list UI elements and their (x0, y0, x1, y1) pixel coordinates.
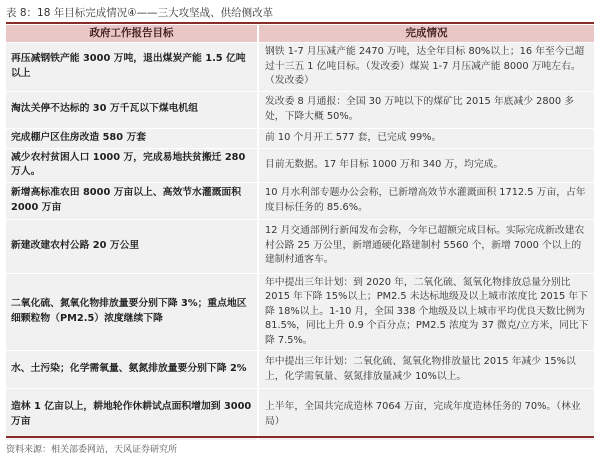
status-cell: 年中提出三年计划：到 2020 年，二氧化硫、氮氧化物排放总量分别比 2015 年下降 15%以上；PM2.5 未达标地级及以上城市浓度比 2015 年下降 18%以上。1-10 月，全国 338 个地级及以上城市平均优良天数比例为 81.5%，同比上升 0.9 个百分点；PM2.5 浓度为 37 微克/立方米，同比下降 7.5%。 (258, 273, 594, 351)
column-header-status: 完成情况 (258, 25, 594, 43)
table-row (6, 128, 594, 148)
goal-cell: 淘汰关停不达标的 30 万千瓦以下煤电机组 (6, 91, 258, 128)
column-header-goal: 政府工作报告目标 (6, 25, 258, 43)
table-row (6, 182, 594, 219)
table-row (6, 351, 594, 389)
table-row (6, 219, 594, 273)
table-row (6, 273, 594, 351)
status-cell: 钢铁 1-7 月压减产能 2470 万吨，达全年目标 80%以上；16 年至今已超过十三五 1 亿吨目标。（发改委）煤炭 1-7 月压减产能 8000 万吨左右。（发改委） (258, 43, 594, 92)
goal-cell: 造林 1 亿亩以上，耕地轮作休耕试点面积增加到 3000 万亩 (6, 389, 258, 441)
status-cell: 发改委 8 月通报：全国 30 万吨以下的煤矿比 2015 年底减少 2800 多处，下降大概 50%。 (258, 91, 594, 128)
goal-cell: 新增高标准农田 8000 万亩以上、高效节水灌溉面积 2000 万亩 (6, 182, 258, 219)
status-cell: 10 月水利部专题办公会称，已新增高效节水灌溉面积 1712.5 万亩，占年度目标任务的 85.6%。 (258, 182, 594, 219)
goal-cell: 新建改建农村公路 20 万公里 (6, 219, 258, 273)
status-cell: 前 10 个月开工 577 套，已完成 99%。 (258, 128, 594, 148)
targets-table (6, 25, 594, 441)
table-caption: 表 8：18 年目标完成情况④——三大攻坚战、供给侧改革 (6, 7, 274, 19)
status-cell: 上半年，全国共完成造林 7064 万亩，完成年度造林任务的 70%。（林业局） (258, 389, 594, 441)
source-note: 资料来源：相关部委网站，天风证券研究所 (6, 445, 178, 455)
table-row (6, 91, 594, 128)
table-header-row (6, 25, 594, 43)
goal-cell: 减少农村贫困人口 1000 万，完成易地扶贫搬迁 280 万人。 (6, 148, 258, 182)
caption-divider (6, 22, 594, 24)
status-cell: 12 月交通部例行新闻发布会称，今年已超额完成目标。实际完成新改建农村公路 25 万公里，新增通硬化路建制村 5560 个，新增 7000 个以上的建制村通客车。 (258, 219, 594, 273)
status-cell: 年中提出三年计划：二氧化硫、氮氧化物排放量比 2015 年减少 15%以上，化学需氧量、氨氮排放量减少 10%以上。 (258, 351, 594, 389)
goal-cell: 再压减钢铁产能 3000 万吨，退出煤炭产能 1.5 亿吨以上 (6, 43, 258, 92)
status-cell: 目前无数据。17 年目标 1000 万和 340 万，均完成。 (258, 148, 594, 182)
table-bottom-divider (6, 436, 594, 438)
table-row (6, 43, 594, 92)
goal-cell: 二氧化硫、氮氧化物排放量要分别下降 3%；重点地区细颗粒物（PM2.5）浓度继续下降 (6, 273, 258, 351)
table-row (6, 148, 594, 182)
table-row (6, 389, 594, 441)
goal-cell: 水、土污染；化学需氧量、氨氮排放量要分别下降 2% (6, 351, 258, 389)
goal-cell: 完成棚户区住房改造 580 万套 (6, 128, 258, 148)
